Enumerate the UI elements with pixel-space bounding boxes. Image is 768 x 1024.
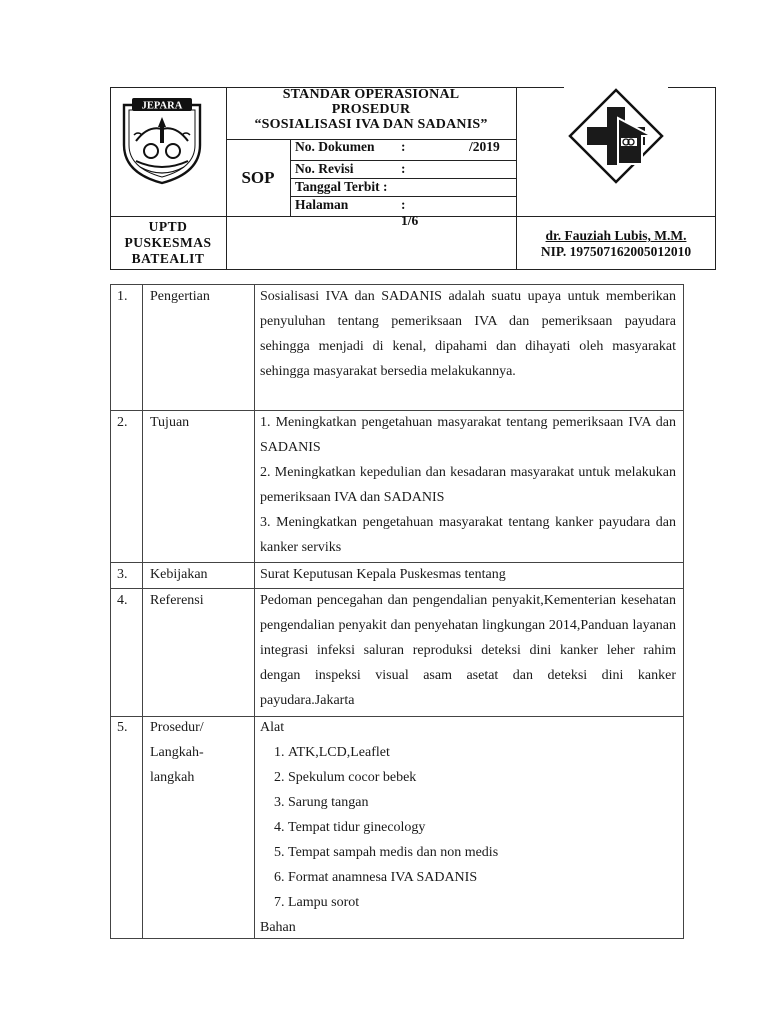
list-item: 5. Tempat sampah medis dan non medis (288, 840, 676, 865)
goal-item: 2. Meningkatkan kepedulian dan kesadaran masyarakat untuk melakukan pemeriksaan IVA dan SADANIS (260, 465, 676, 505)
list-item: 3. Sarung tangan (288, 790, 676, 815)
list-item: 6. Format anamnesa IVA SADANIS (288, 865, 676, 890)
list-item: 4. Tempat tidur ginecology (288, 815, 676, 840)
issue-date-row (295, 179, 388, 195)
goal-item: 1. Meningkatkan pengetahuan masyarakat tentang pemeriksaan IVA dan SADANIS (260, 415, 676, 455)
row-1-label: Pengertian (150, 289, 210, 304)
row-4-number: 4. (117, 593, 128, 608)
sop-label: SOP (241, 168, 275, 187)
tools-heading: Alat (260, 720, 285, 735)
revision-label: No. Revisi (295, 161, 354, 176)
title-line-1: STANDAR OPERASIONAL (282, 87, 460, 102)
title-line-2: PROSEDUR (331, 102, 411, 117)
document-title (226, 87, 516, 132)
row-1-number: 1. (117, 289, 128, 304)
row-2-label: Tujuan (150, 415, 190, 430)
page-label: Halaman (295, 197, 349, 212)
jepara-emblem-logo (118, 95, 206, 187)
org-line-1: UPTD (148, 219, 188, 234)
logo-text: JEPARA (141, 100, 183, 112)
title-line-3: “SOSIALISASI IVA DAN SADANIS” (254, 117, 488, 132)
org-line-2: PUSKESMAS (124, 235, 212, 250)
issue-date-label: Tanggal Terbit : (295, 179, 388, 194)
row-5-label-line: Langkah- (150, 745, 204, 760)
puskesmas-logo (568, 88, 664, 184)
page-value: : 1/6 (401, 197, 419, 228)
organization-name (110, 219, 226, 267)
row-4-label: Referensi (150, 593, 204, 608)
doc-number-value: /2019 (469, 139, 500, 154)
signer-nip: NIP. 197507162005012010 (540, 244, 692, 259)
signer-name: dr. Fauziah Lubis, M.M. (545, 228, 687, 243)
row-3-number: 3. (117, 567, 128, 582)
row-5-label (150, 715, 252, 790)
page-row (295, 197, 419, 228)
doc-number-sep: : (401, 139, 406, 154)
row-2-number: 2. (117, 415, 128, 430)
tools-list (260, 740, 676, 915)
doc-number-row (295, 139, 500, 155)
goal-item: 3. Meningkatkan pengetahuan masyarakat tentang kanker payudara dan kanker serviks (260, 515, 676, 555)
row-3-label: Kebijakan (150, 567, 208, 582)
list-item: 1. ATK,LCD,Leaflet (288, 740, 676, 765)
row-5-label-line: Prosedur/ (150, 720, 204, 735)
row-4-text: Pedoman pencegahan dan pengendalian penyakit,Kementerian kesehatan pengendalian penyakit dan penyehatan lingkungan 2014,Panduan layanan integrasi infeksi saluran reproduksi deteksi dini kanker leher rahim dengan inspeksi visual asam asetat dan deteksi dini kanker payudara.Jakarta (260, 593, 676, 708)
row-5-number: 5. (117, 720, 128, 735)
revision-row (295, 161, 406, 177)
row-3-text: Surat Keputusan Kepala Puskesmas tentang (260, 567, 506, 582)
list-item: 2. Spekulum cocor bebek (288, 765, 676, 790)
doc-number-label: No. Dokumen (295, 139, 375, 154)
signer-block (517, 228, 715, 260)
list-item: 7. Lampu sorot (288, 890, 676, 915)
org-line-3: BATEALIT (131, 251, 205, 266)
row-1-text: Sosialisasi IVA dan SADANIS adalah suatu upaya untuk memberikan penyuluhan tentang pemeriksaan IVA dan pemeriksaan payudara sehingga menjadi di kenal, dipahami dan dihayati oleh masyarakat sehingga masyarakat bersedia melakukannya. (260, 289, 676, 379)
row-2-goals (260, 410, 676, 560)
row-5-procedure (260, 715, 676, 940)
materials-heading: Bahan (260, 920, 296, 935)
row-5-label-line: langkah (150, 770, 195, 785)
revision-sep: : (401, 161, 406, 176)
